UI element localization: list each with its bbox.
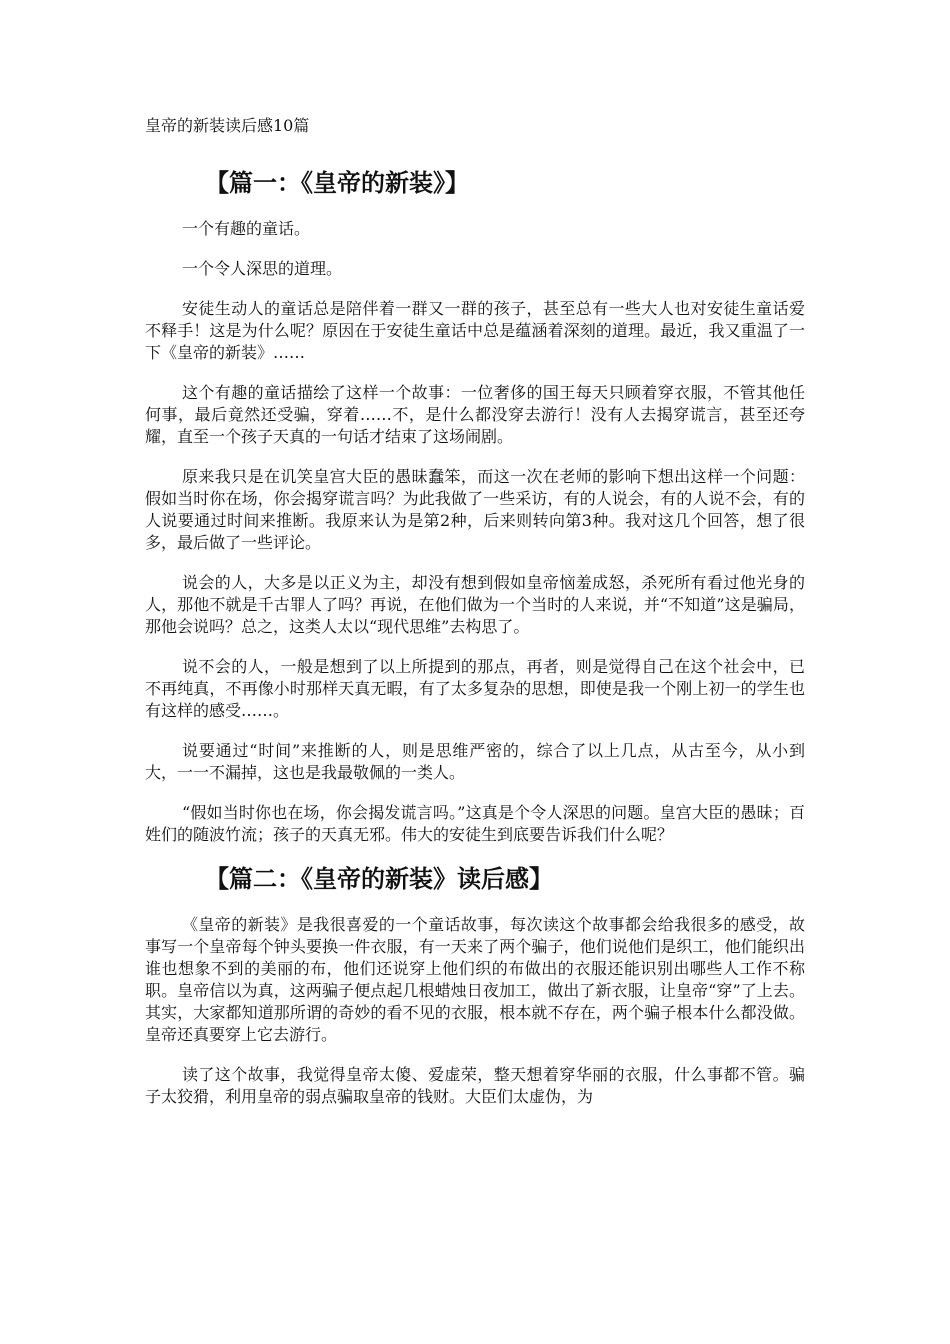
paragraph: 读了这个故事，我觉得皇帝太傻、爱虚荣，整天想着穿华丽的衣服，什么事都不管。骗子太狡猾，利用皇帝的弱点骗取皇帝的钱财。大臣们太虚伪，为 [145, 1065, 805, 1106]
paragraph: 说不会的人，一般是想到了以上所提到的那点，再者，则是觉得自己在这个社会中，已不再纯真，不再像小时那样天真无暇，有了太多复杂的思想，即使是我一个刚上初一的学生也有这样的感受……。 [145, 657, 805, 720]
paragraph: 这个有趣的童话描绘了这样一个故事：一位奢侈的国王每天只顾着穿衣服，不管其他任何事，最后竟然还受骗，穿着……不，是什么都没穿去游行！没有人去揭穿谎言，甚至还夸耀，直至一个孩子天真的一句话才结束了这场闹剧。 [145, 383, 805, 446]
paragraph: 原来我只是在讥笑皇宫大臣的愚昧蠢笨，而这一次在老师的影响下想出这样一个问题：假如当时你在场，你会揭穿谎言吗？为此我做了一些采访，有的人说会，有的人说不会，有的人说要通过时间来推断。我原来认为是第2种，后来则转向第3种。我对这几个回答，想了很多，最后做了一些评论。 [145, 467, 805, 552]
paragraph: 安徒生动人的童话总是陪伴着一群又一群的孩子，甚至总有一些大人也对安徒生童话爱不释手！这是为什么呢？原因在于安徒生童话中总是蕴涵着深刻的道理。最近，我又重温了一下《皇帝的新装》…… [145, 299, 805, 362]
paragraph: 说要通过“时间”来推断的人，则是思维严密的，综合了以上几点，从古至今，从小到大，一一不漏掉，这也是我最敬佩的一类人。 [145, 741, 805, 782]
document-page [145, 116, 805, 1126]
document-title: 皇帝的新装读后感10篇 [145, 116, 310, 135]
paragraph: 《皇帝的新装》是我很喜爱的一个童话故事，每次读这个故事都会给我很多的感受，故事写一个皇帝每个钟头要换一件衣服，有一天来了两个骗子，他们说他们是织工，他们能织出谁也想象不到的美丽的布，他们还说穿上他们织的布做出的衣服还能识别出哪些人工作不称职。皇帝信以为真，这两骗子便点起几根蜡烛日夜加工，做出了新衣服，让皇帝“穿”了上去。其实，大家都知道那所谓的奇妙的看不见的衣服，根本就不存在，两个骗子根本什么都没做。皇帝还真要穿上它去游行。 [145, 915, 805, 1044]
section-2 [145, 864, 805, 1108]
section-heading: 【篇一：《皇帝的新装》】 [205, 169, 469, 197]
section-heading: 【篇二：《皇帝的新装》读后感】 [205, 865, 553, 893]
paragraph: 一个有趣的童话。 [182, 219, 311, 238]
paragraph: 一个令人深思的道理。 [182, 259, 343, 278]
section-1 [145, 168, 805, 846]
paragraph: “假如当时你也在场，你会揭发谎言吗。”这真是个令人深思的问题。皇宫大臣的愚昧；百姓们的随波竹流；孩子的天真无邪。伟大的安徒生到底要告诉我们什么呢？ [145, 803, 805, 844]
paragraph: 说会的人，大多是以正义为主，却没有想到假如皇帝恼羞成怒，杀死所有看过他光身的人，那他不就是千古罪人了吗？再说，在他们做为一个当时的人来说，并“不知道”这是骗局，那他会说吗？总之，这类人太以“现代思维”去构思了。 [145, 573, 805, 636]
